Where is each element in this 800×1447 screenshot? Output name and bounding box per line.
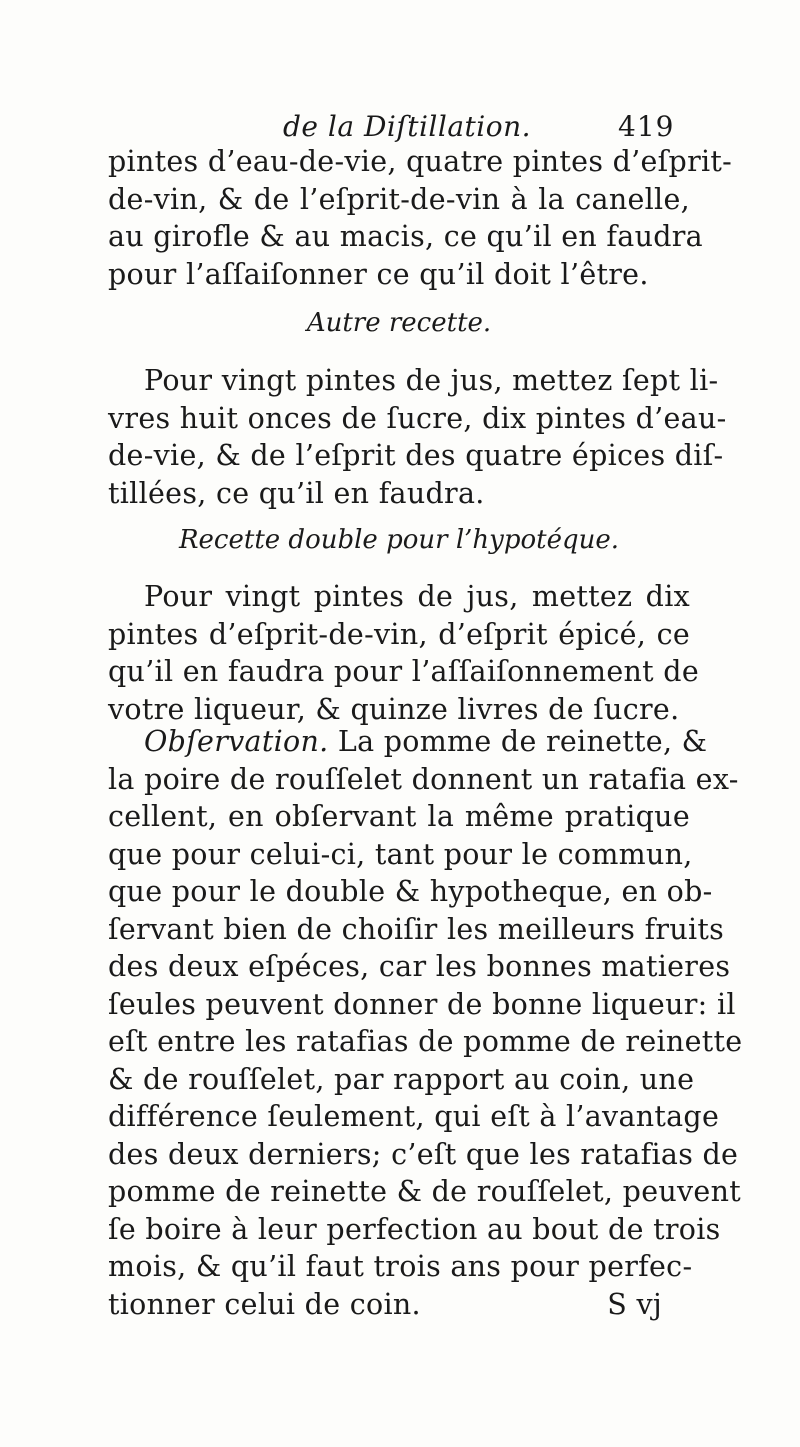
text-line [108,1286,690,1324]
text-line: ſeules peuvent donner de bonne liqueur: il [108,987,736,1021]
text-line: pour l’aſſaiſonner ce qu’il doit l’être. [108,257,649,291]
section-heading-autre-recette [108,308,690,338]
heading-text: Recette double pour l’hypotéque. [178,525,620,555]
final-text: tionner celui de coin. [108,1287,421,1321]
text-line [108,723,708,761]
text-line: pomme de reinette & de rouſſelet, peuvent [108,1175,741,1208]
text-line: ſervant bien de choiſir les meilleurs fruits [108,912,725,946]
text-line: eſt entre les ratafias de pomme de reinette [108,1025,743,1058]
signature-mark: S vj [607,1287,662,1321]
text-line: différence ſeulement, qui eſt à l’avantage [108,1100,720,1133]
text-line: de-vie, & de l’eſprit des quatre épices diſ- [108,439,724,472]
text-line: la poire de rouſſelet donnent un ratafia ex- [108,762,739,796]
text-line: des deux eſpéces, car les bonnes matieres [108,950,731,983]
text-line: que pour le double & hypotheque, en ob- [108,875,713,908]
paragraph-observation [108,723,743,1323]
paragraph-continued [108,143,733,293]
page-number: 419 [618,110,675,143]
text-line: & de rouſſelet, par rapport au coin, une [108,1062,695,1096]
text-line: tillées, ce qu’il en faudra. [108,476,485,510]
text-line: des deux derniers; c’eſt que les ratafias de [108,1137,739,1171]
running-title: de la Diſtillation. [283,110,532,143]
text-line: vres huit onces de ſucre, dix pintes d’eau- [108,401,727,435]
text-line: cellent, en obſervant la même pratique [108,800,690,833]
heading-text: Autre recette. [306,308,492,338]
observation-first-line: La pomme de reinette, & [337,725,708,758]
text-line: votre liqueur, & quinze livres de ſucre. [108,692,680,726]
text-line: qu’il en faudra pour l’aſſaiſonnement de [108,655,700,688]
text-line: pintes d’eſprit-de-vin, d’eſprit épicé, ce [108,617,690,651]
text-line: au girofle & au macis, ce qu’il en faudra [108,220,703,253]
section-heading-recette-double [108,525,690,555]
text-line: mois, & qu’il faut trois ans pour perfec- [108,1250,693,1283]
paragraph-recette-double [108,578,700,728]
text-line: Pour vingt pintes de jus, mettez dix [144,580,690,613]
text-line: de-vin, & de l’eſprit-de-vin à la canelle, [108,182,690,216]
paragraph-autre-recette [108,362,727,512]
text-line: ſe boire à leur perfection au bout de trois [108,1212,721,1246]
text-line: Pour vingt pintes de jus, mettez ſept li- [144,364,719,397]
text-line: que pour celui-ci, tant pour le commun, [108,837,693,871]
observation-label: Obſervation. [144,725,329,758]
text-line: pintes d’eau-de-vie, quatre pintes d’eſprit- [108,145,733,178]
